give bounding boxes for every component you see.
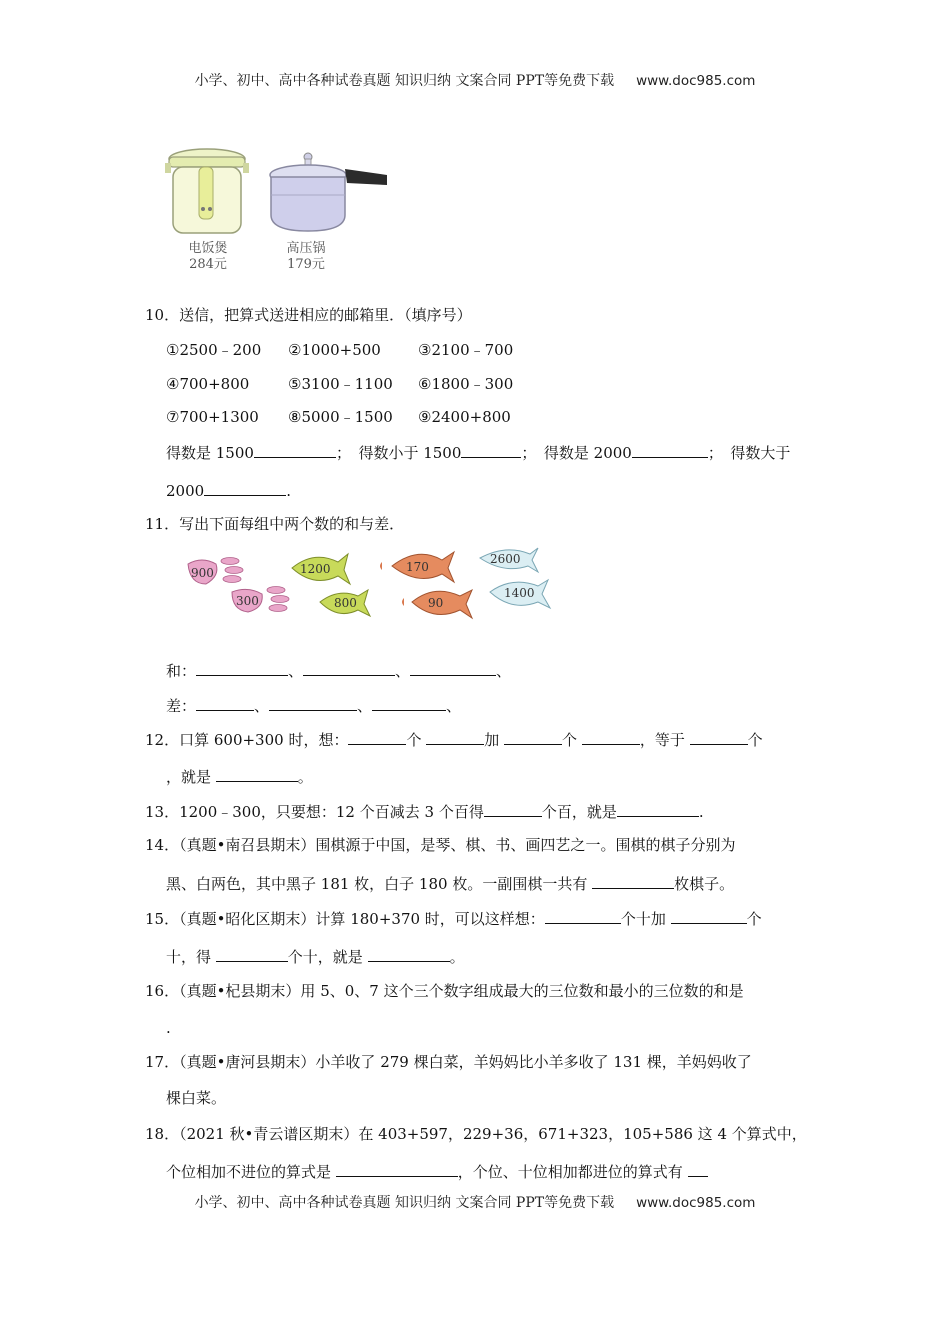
q10-row-1 (166, 340, 513, 360)
page-header (0, 70, 950, 90)
q10-row-3 (166, 407, 511, 427)
q15-text-a: 15．（真题•昭化区期末）计算 180+370 时，可以这样想： (145, 910, 545, 928)
q15-text-d: 十，得 (166, 948, 212, 966)
q13-line (145, 801, 704, 822)
q11-sum-blank-3[interactable] (410, 660, 496, 676)
rice-cooker-price: 284元 (189, 257, 227, 272)
orange-fish-170 (380, 552, 454, 582)
q15-text-c: 个 (746, 910, 762, 928)
q10-blank-3[interactable] (632, 442, 708, 458)
q12-blank-3[interactable] (504, 729, 562, 745)
sep: 、 (446, 697, 462, 715)
cookers-figure (165, 145, 390, 280)
q12-text-f: 个 (747, 731, 763, 749)
fish-number-170: 170 (406, 560, 429, 574)
q15-line-1 (145, 908, 762, 929)
q11-sum-blank-2[interactable] (303, 660, 395, 676)
pressure-cooker-price: 179元 (287, 257, 325, 272)
q11-diff-blank-2[interactable] (269, 695, 357, 711)
q18-line-1: 18．（2021 秋•青云谱区期末）在 403+597，229+36，671+323，105+586 这 4 个算式中， (145, 1125, 807, 1143)
fish-number-2600: 2600 (490, 552, 521, 566)
sep: 、 (288, 662, 304, 680)
q15-blank-2[interactable] (671, 908, 747, 924)
header-text: 小学、初中、高中各种试卷真题 知识归纳 文案合同 PPT等免费下载 (194, 73, 615, 89)
pressure-cooker-name: 高压锅 (286, 241, 326, 256)
q10-item: ④700+800 (166, 375, 250, 393)
fish-number-90: 90 (428, 596, 444, 610)
q13-text-c: . (698, 803, 704, 821)
q11-diff-line (166, 695, 461, 716)
q12-blank-6[interactable] (216, 766, 298, 782)
q12-text-g: ，就是 (166, 768, 212, 786)
q10-label-greater: ； 得数大于 (707, 444, 791, 462)
q12-text-d: 个 (562, 731, 578, 749)
q12-text-e: ，等于 (639, 731, 685, 749)
q10-item: ⑤3100﹣1100 (288, 375, 393, 393)
rice-cooker-icon (165, 149, 249, 233)
q10-title: 10．送信，把算式送进相应的邮箱里．（填序号） (145, 306, 472, 324)
q10-label-equal-1500: 得数是 1500 (166, 444, 254, 462)
q10-item: ⑧5000﹣1500 (288, 408, 393, 426)
q10-row-2 (166, 374, 513, 394)
q15-blank-1[interactable] (545, 908, 621, 924)
q10-item: ③2100﹣700 (418, 341, 514, 359)
q10-label-2000: 2000 (166, 482, 205, 500)
q11-diff-blank-3[interactable] (372, 695, 446, 711)
q12-text-h: 。 (297, 768, 313, 786)
fish-number-1400: 1400 (504, 586, 535, 600)
q13-text-b: 个百，就是 (541, 803, 617, 821)
pressure-cooker-caption (273, 241, 339, 273)
rice-cooker-name: 电饭煲 (188, 241, 228, 256)
q10-item: ⑥1800﹣300 (418, 375, 514, 393)
q16-line-1: 16．（真题•杞县期末）用 5、0、7 这个三个数字组成最大的三位数和最小的三位数的和是 (145, 982, 744, 1000)
sep: 、 (254, 697, 270, 715)
q14-text-a: 黑、白两色，其中黑子 181 枚，白子 180 枚。一副围棋一共有 (166, 875, 588, 893)
q10-blank-4[interactable] (204, 480, 286, 496)
q10-label-equal-2000: ； 得数是 2000 (521, 444, 632, 462)
q14-blank[interactable] (592, 873, 674, 889)
fish-number-900: 900 (191, 566, 214, 580)
fish-number-1200: 1200 (300, 562, 331, 576)
q11-figure (182, 544, 567, 622)
q14-line-1: 14．（真题•南召县期末）围棋源于中国，是琴、棋、书、画四艺之一。围棋的棋子分别为 (145, 836, 736, 854)
number-fish-illustration (182, 544, 567, 622)
q18-text-b: ，个位、十位相加都进位的算式有 (457, 1163, 683, 1181)
q18-line-2 (166, 1161, 708, 1182)
q10-label-less-1500: ； 得数小于 1500 (335, 444, 462, 462)
footer-site: www.doc985.com (636, 1195, 756, 1211)
q11-sum-line (166, 660, 511, 681)
q12-line-2 (166, 766, 313, 787)
header-site: www.doc985.com (636, 73, 756, 89)
q11-diff-label: 差： (166, 697, 197, 715)
q15-line-2 (166, 946, 465, 967)
q15-blank-4[interactable] (368, 946, 450, 962)
blue-fish-2600 (480, 548, 538, 572)
q12-text-a: 12．口算 600+300 时，想： (145, 731, 349, 749)
q10-blank-2[interactable] (461, 442, 521, 458)
q11-sum-label: 和： (166, 662, 197, 680)
q12-blank-1[interactable] (348, 729, 406, 745)
green-fish-800 (320, 590, 370, 616)
q12-blank-5[interactable] (690, 729, 748, 745)
q10-item: ⑨2400+800 (418, 408, 511, 426)
cookers-illustration (165, 145, 390, 245)
pressure-cooker-icon (270, 153, 387, 231)
q18-blank-2[interactable] (688, 1161, 708, 1177)
q15-blank-3[interactable] (216, 946, 288, 962)
q10-item: ②1000+500 (288, 341, 381, 359)
q10-item: ①2500﹣200 (166, 341, 262, 359)
page-footer (0, 1192, 950, 1212)
q17-line-2: 棵白菜。 (166, 1089, 227, 1107)
sep: 、 (357, 697, 373, 715)
q13-blank-2[interactable] (617, 801, 699, 817)
q11-sum-blank-1[interactable] (196, 660, 288, 676)
q17-line-1: 17．（真题•唐河县期末）小羊收了 279 棵白菜，羊妈妈比小羊多收了 131 棵，羊妈妈收了 (145, 1053, 752, 1071)
q12-text-b: 个 (406, 731, 422, 749)
orange-fish-90 (402, 590, 472, 618)
fish-number-300: 300 (236, 594, 259, 608)
q15-text-f: 。 (449, 948, 465, 966)
q12-blank-4[interactable] (582, 729, 640, 745)
q14-text-b: 枚棋子。 (674, 875, 735, 893)
q10-item: ⑦700+1300 (166, 408, 259, 426)
fish-number-800: 800 (334, 596, 357, 610)
q18-text-a: 个位相加不进位的算式是 (166, 1163, 332, 1181)
q15-text-e: 个十，就是 (287, 948, 363, 966)
blue-fish-1400 (490, 580, 550, 608)
q11-title: 11．写出下面每组中两个数的和与差． (145, 515, 405, 533)
q10-answers-line-2 (166, 480, 291, 501)
sep: 、 (496, 662, 512, 680)
q13-text-a: 13．1200﹣300，只要想：12 个百减去 3 个百得 (145, 803, 484, 821)
q14-line-2 (166, 873, 734, 894)
green-fish-1200 (292, 554, 350, 584)
q12-blank-2[interactable] (426, 729, 484, 745)
rice-cooker-caption (175, 241, 241, 273)
q13-blank-1[interactable] (484, 801, 542, 817)
q16-line-2: . (166, 1019, 171, 1037)
footer-text: 小学、初中、高中各种试卷真题 知识归纳 文案合同 PPT等免费下载 (194, 1195, 615, 1211)
paw-shape-300 (232, 587, 289, 613)
q12-text-c: 加 (484, 731, 500, 749)
q10-blank-1[interactable] (254, 442, 336, 458)
q18-blank-1[interactable] (336, 1161, 458, 1177)
q11-diff-blank-1[interactable] (196, 695, 254, 711)
q10-answers-line (166, 442, 790, 463)
q15-text-b: 个十加 (620, 910, 666, 928)
q12-line-1 (145, 729, 763, 750)
paw-shape-900 (188, 558, 243, 585)
q10-period: . (286, 482, 291, 500)
sep: 、 (395, 662, 411, 680)
